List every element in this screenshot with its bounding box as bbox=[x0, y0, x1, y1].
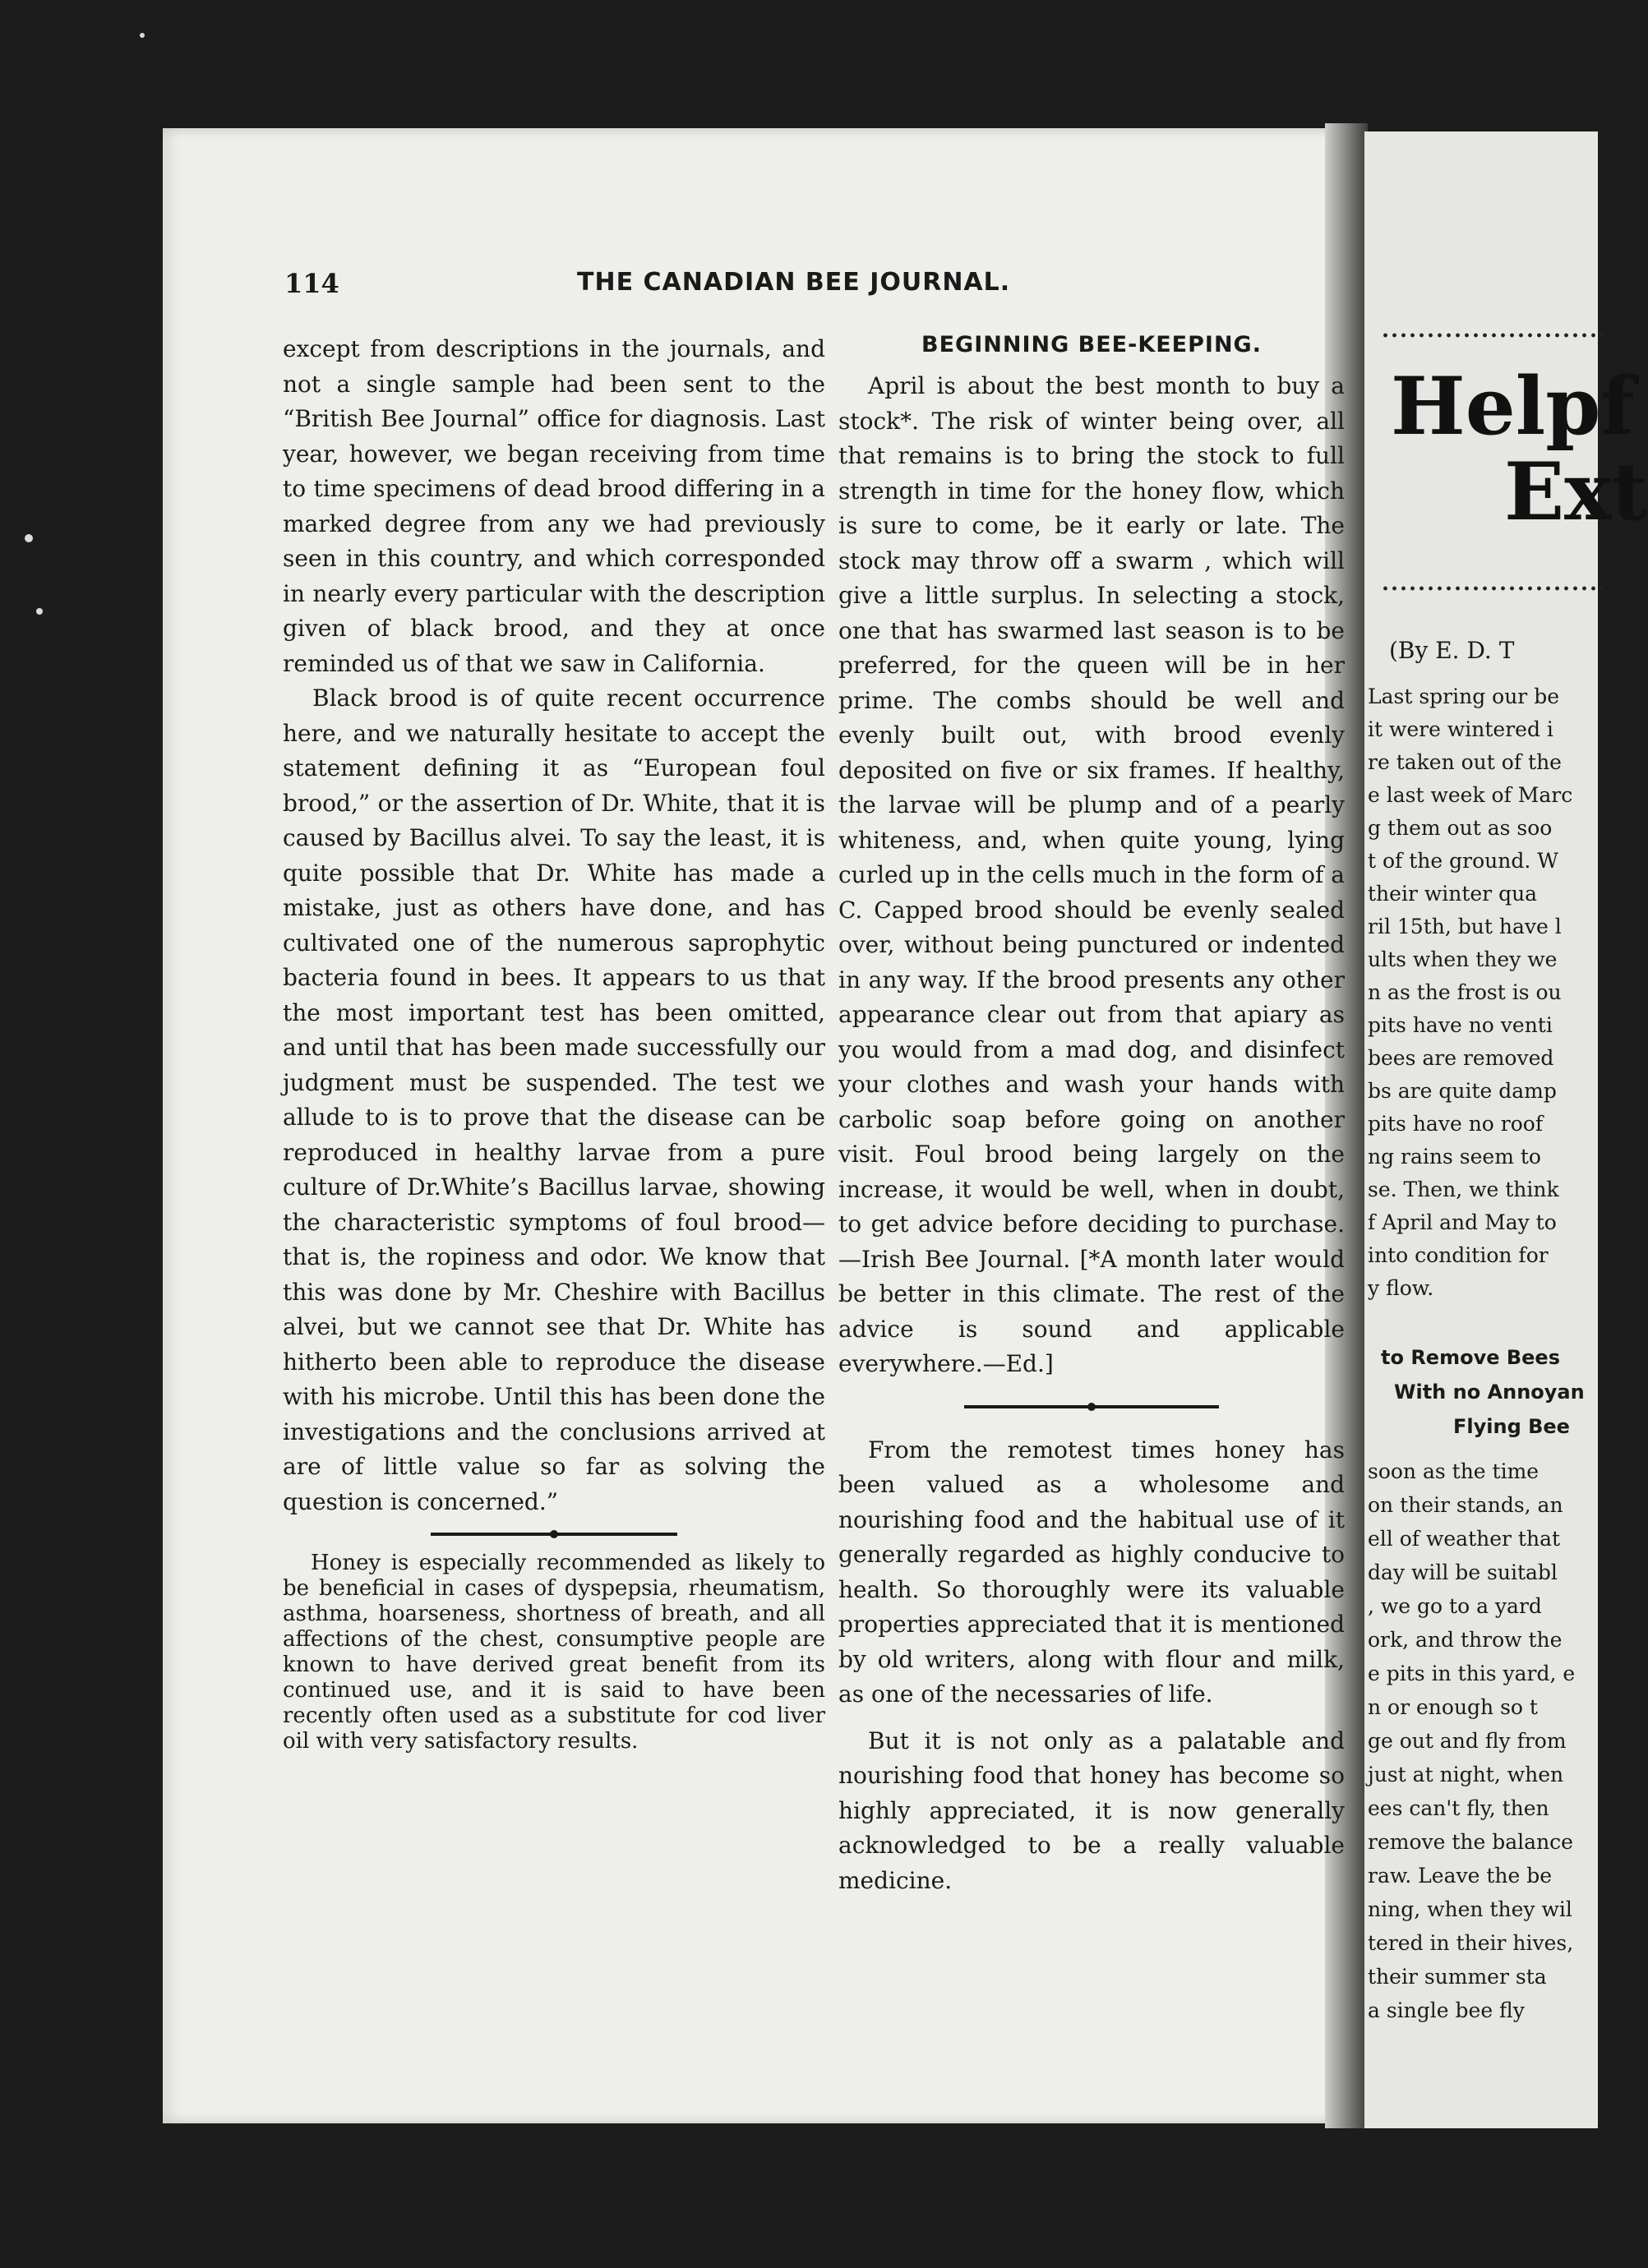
right-page-fragment bbox=[1364, 131, 1648, 2128]
fragment-line: ell of weather that bbox=[1368, 1527, 1561, 1551]
fragment-line: n or enough so t bbox=[1368, 1695, 1538, 1719]
fragment-text-1 bbox=[1368, 680, 1614, 1305]
headline-line-1: Helpf bbox=[1391, 360, 1635, 453]
fragment-line: ng rains seem to bbox=[1368, 1145, 1541, 1169]
fragment-line: ork, and throw the bbox=[1368, 1628, 1563, 1652]
section-divider bbox=[431, 1533, 677, 1536]
fragment-subhead-1: to Remove Bees bbox=[1381, 1346, 1560, 1369]
running-head bbox=[278, 265, 1100, 306]
fragment-line: bees are removed bbox=[1368, 1046, 1554, 1070]
fragment-line: Last spring our be bbox=[1368, 685, 1560, 708]
fragment-line: , we go to a yard bbox=[1368, 1594, 1542, 1618]
dust-speck bbox=[36, 608, 43, 615]
body-paragraph: except from descriptions in the journals, and not a single sample had been sent to the “British Bee Journal” office for diagnosis. Last year, however, we began receiving from time to time specimens of dead brood differing in a marked degree from any we had previously seen in this country, and which corresponded in nearly every particular with the description given of black brood, and they at once reminded us of that we saw in California. bbox=[283, 335, 825, 677]
fragment-line: ning, when they wil bbox=[1368, 1897, 1572, 1921]
fragment-line: just at night, when bbox=[1368, 1763, 1564, 1786]
fragment-line: it were wintered i bbox=[1368, 717, 1553, 741]
dust-speck bbox=[25, 534, 33, 542]
fragment-line: remove the balance bbox=[1368, 1830, 1573, 1854]
fragment-line: their winter qua bbox=[1368, 882, 1538, 906]
body-paragraph: From the remotest times honey has been valued as a wholesome and nourishing food and the habitual use of it generally regarded as highly conducive to health. So thoroughly were its valuable properties appreciated that it is mentioned by old writers, along with flour and milk, as one of the necessaries of life. bbox=[838, 1436, 1345, 1708]
fragment-line: pits have no roof bbox=[1368, 1112, 1544, 1136]
honey-note: Honey is especially recommended as likely to be beneficial in cases of dyspepsia, rheumatism, asthma, hoarseness, shortness of breath, and all affections of the chest, consumptive people are known to have derived great benefit from its continued use, and it is said to have been recently often used as a substitute for cod liver oil with very satisfactory results. bbox=[283, 1551, 825, 1754]
fragment-line: f April and May to bbox=[1368, 1210, 1557, 1234]
fragment-line: t of the ground. W bbox=[1368, 849, 1558, 873]
fragment-line: y flow. bbox=[1368, 1276, 1434, 1300]
body-paragraph: But it is not only as a palatable and nourishing food that honey has become so highly appreciated, it is now generally acknowledged to be a really valuable medicine. bbox=[838, 1726, 1345, 1894]
section-title: BEGINNING BEE-KEEPING. bbox=[921, 332, 1262, 357]
body-paragraph: April is about the best month to buy a stock*. The risk of winter being over, all that remains is to bring the stock to full strength in time for the honey flow, which is sure to come, be it early or late. The stock may throw off a swarm , which will give a little surplus. In selecting a stock, one that has swarmed last season is to be preferred, for the queen will be in her prime. The combs should be well and evenly built out, with brood evenly deposited on five or six frames. If healthy, the larvae will be plump and of a pearly whiteness, and, when quite young, lying curled up in the cells much in the form of a C. Capped brood should be evenly sealed over, without being punctured or indented in any way. If the brood presents any other appearance clear out from that apiary as you would from a mad dog, and disinfect your clothes and wash your hands with carbolic soap before going on another visit. Foul brood being largely on the increase, it would be well, when in doubt, to get advice before deciding to purchase.—Irish Bee Journal. [*A month later would be better in this climate. The rest of the advice is sound and applicable everywhere.—Ed.] bbox=[838, 372, 1345, 1377]
journal-title: THE CANADIAN BEE JOURNAL. bbox=[577, 268, 1011, 297]
fragment-text-2 bbox=[1368, 1454, 1614, 2027]
fragment-line: e last week of Marc bbox=[1368, 783, 1573, 807]
fragment-line: ge out and fly from bbox=[1368, 1729, 1567, 1753]
fragment-line: ults when they we bbox=[1368, 947, 1558, 971]
fragment-line: on their stands, an bbox=[1368, 1493, 1563, 1517]
page-number: 114 bbox=[284, 268, 339, 299]
fragment-line: soon as the time bbox=[1368, 1459, 1540, 1483]
fragment-line: day will be suitabl bbox=[1368, 1560, 1558, 1584]
fragment-line: bs are quite damp bbox=[1368, 1079, 1557, 1103]
left-column bbox=[283, 332, 825, 1754]
fragment-line: pits have no venti bbox=[1368, 1013, 1553, 1037]
headline-line-2: Ext bbox=[1504, 445, 1648, 538]
section-divider bbox=[964, 1405, 1219, 1408]
fragment-line: e pits in this yard, e bbox=[1368, 1662, 1576, 1685]
byline: (By E. D. T bbox=[1389, 637, 1515, 664]
middle-column bbox=[838, 332, 1345, 1898]
fragment-subhead-3: Flying Bee bbox=[1453, 1415, 1570, 1438]
fragment-line: re taken out of the bbox=[1368, 750, 1562, 774]
dotted-rule-bottom bbox=[1381, 585, 1603, 592]
fragment-line: raw. Leave the be bbox=[1368, 1864, 1553, 1888]
fragment-line: g them out as soo bbox=[1368, 816, 1553, 840]
dust-speck bbox=[140, 33, 145, 38]
fragment-line: n as the frost is ou bbox=[1368, 980, 1562, 1004]
fragment-subhead-2: With no Annoyan bbox=[1394, 1381, 1585, 1404]
fragment-line: their summer sta bbox=[1368, 1965, 1547, 1989]
body-paragraph: Black brood is of quite recent occurrence here, and we naturally hesitate to accept the statement defining it as “European foul brood,” or the assertion of Dr. White, that it is caused by Bacillus alvei. To say the least, it is quite possible that Dr. White has made a mistake, just as others have done, and has cultivated one of the numerous saprophytic bacteria found in bees. It appears to us that the most important test has been omitted, and until that has been made successfully our judgment must be suspended. The test we allude to is to prove that the disease can be reproduced in healthy larvae from a pure culture of Dr.White’s Bacillus larvae, showing the characteristic symptoms of foul brood—that is, the ropiness and odor. We know that this was done by Mr. Cheshire with Bacillus alvei, but we cannot see that Dr. White has hitherto been able to reproduce the disease with his microbe. Until this has been done the investigations and the conclusions arrived at are of little value so far as solving the question is concerned.” bbox=[283, 685, 825, 1515]
fragment-line: ril 15th, but have l bbox=[1368, 915, 1562, 938]
fragment-line: se. Then, we think bbox=[1368, 1178, 1559, 1201]
fragment-line: ees can't fly, then bbox=[1368, 1796, 1549, 1820]
fragment-line: into condition for bbox=[1368, 1243, 1549, 1267]
fragment-line: tered in their hives, bbox=[1368, 1931, 1574, 1955]
dotted-rule-top bbox=[1381, 332, 1603, 339]
fragment-line: a single bee fly bbox=[1368, 1998, 1525, 2022]
